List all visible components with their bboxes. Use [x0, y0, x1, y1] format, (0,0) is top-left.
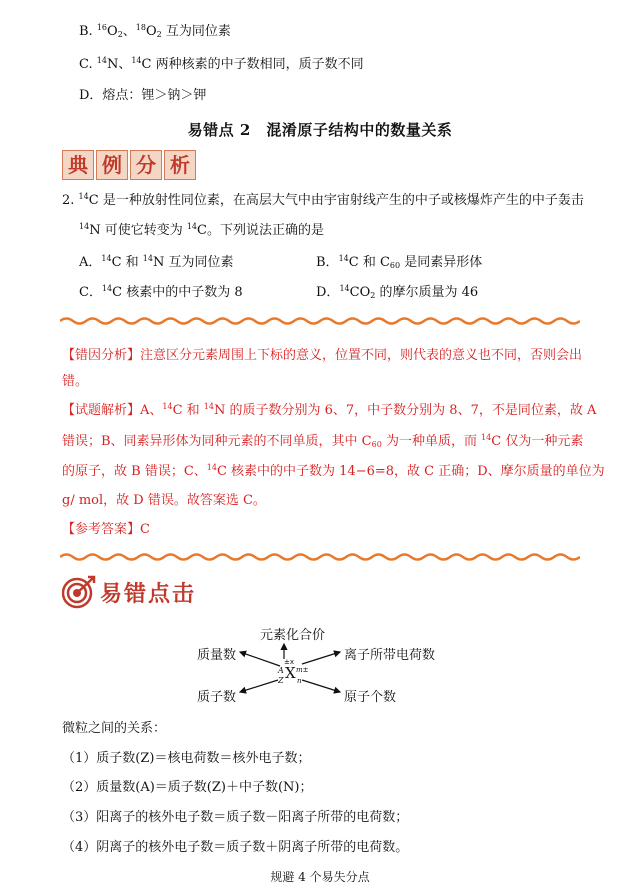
- relation-3: （3）阳离子的核外电子数＝质子数－阳离子所带的电荷数；: [62, 810, 409, 825]
- wave-divider: [60, 316, 580, 326]
- label-atom-count: 原子个数: [344, 690, 397, 705]
- question-option-c: C．$^{14}$C 核素中的中子数为 8: [79, 284, 243, 300]
- badge-char: 例: [96, 150, 128, 180]
- symbol-A: A: [278, 666, 284, 675]
- question-option-d: D．$^{14}CO_2$ 的摩尔质量为 46: [316, 284, 479, 300]
- label-proton-number: 质子数: [197, 690, 237, 705]
- question-option-a: A．$^{14}$C 和 $^{14}$N 互为同位素: [79, 254, 234, 270]
- error-analysis-line-1: 【错因分析】注意区分元素周围上下标的意义，位置不同，则代表的意义也不同，否则会出: [62, 348, 583, 363]
- question-option-b: B．$^{14}$C 和 $C_{60}$ 是同素异形体: [316, 254, 483, 270]
- error-analysis-line-2: 错。: [62, 374, 89, 389]
- symbol-charge: ±x: [284, 658, 295, 666]
- detail-line-4: g/ mol，故 D 错误。故答案选 C。: [62, 493, 266, 508]
- tip-header: [62, 575, 196, 609]
- detail-line-3: 的原子，故 B 错误；C、$^{14}$C 核素中的中子数为 14−6=8，故 C 正确；D、摩尔质量的单位为: [62, 463, 605, 479]
- symbol-ion: m±: [296, 666, 309, 674]
- badge-char: 析: [164, 150, 196, 180]
- wave-divider: [60, 552, 580, 562]
- label-ion-charge: 离子所带电荷数: [344, 648, 436, 663]
- target-icon: [62, 575, 96, 609]
- badge-char: 典: [62, 150, 94, 180]
- symbol-X: X: [285, 664, 296, 682]
- option-b-top: B. $^{16}O_2$、$^{18}O_2$ 互为同位素: [79, 23, 231, 39]
- section-title: 易错点 2 混淆原子结构中的数量关系: [187, 121, 453, 139]
- question-line-1: 2. $^{14}$C 是一种放射性同位素，在高层大气中由宇宙射线产生的中子或核爆炸产生的中子轰击: [62, 192, 584, 208]
- relation-4: （4）阴离子的核外电子数＝质子数＋阴离子所带的电荷数。: [62, 840, 409, 855]
- detail-line-1: 【试题解析】A、$^{14}$C 和 $^{14}$N 的质子数分别为 6、7，中子数分别为 8、7，不是同位素，故 A: [62, 402, 597, 418]
- relation-1: （1）质子数(Z)＝核电荷数＝核外电子数；: [62, 751, 311, 766]
- symbol-Z: Z: [278, 676, 284, 685]
- tip-title: 易错点击: [100, 581, 197, 607]
- example-badge: [62, 150, 198, 180]
- badge-char: 分: [130, 150, 162, 180]
- relations-intro: 微粒之间的关系：: [62, 721, 167, 736]
- relation-2: （2）质量数(A)＝质子数(Z)＋中子数(N)；: [62, 780, 313, 795]
- symbol-n: n: [297, 677, 302, 685]
- reference-answer: 【参考答案】C: [62, 522, 150, 537]
- question-line-2: $^{14}$N 可使它转变为 $^{14}$C。下列说法正确的是: [79, 222, 324, 238]
- page-footer: 规避 4 个易失分点: [270, 870, 370, 884]
- label-valence: 元素化合价: [260, 628, 326, 643]
- option-c-top: C. $^{14}$N、$^{14}$C 两种核素的中子数相同，质子数不同: [79, 56, 364, 72]
- detail-line-2: 错误；B、同素异形体为同种元素的不同单质，其中 $C_{60}$ 为一种单质，而 $^{14}$C 仅为一种元素: [62, 433, 584, 449]
- option-d-top: D．熔点：锂＞钠＞钾: [79, 88, 207, 103]
- label-mass-number: 质量数: [197, 648, 237, 663]
- nuclide-diagram: [180, 622, 460, 712]
